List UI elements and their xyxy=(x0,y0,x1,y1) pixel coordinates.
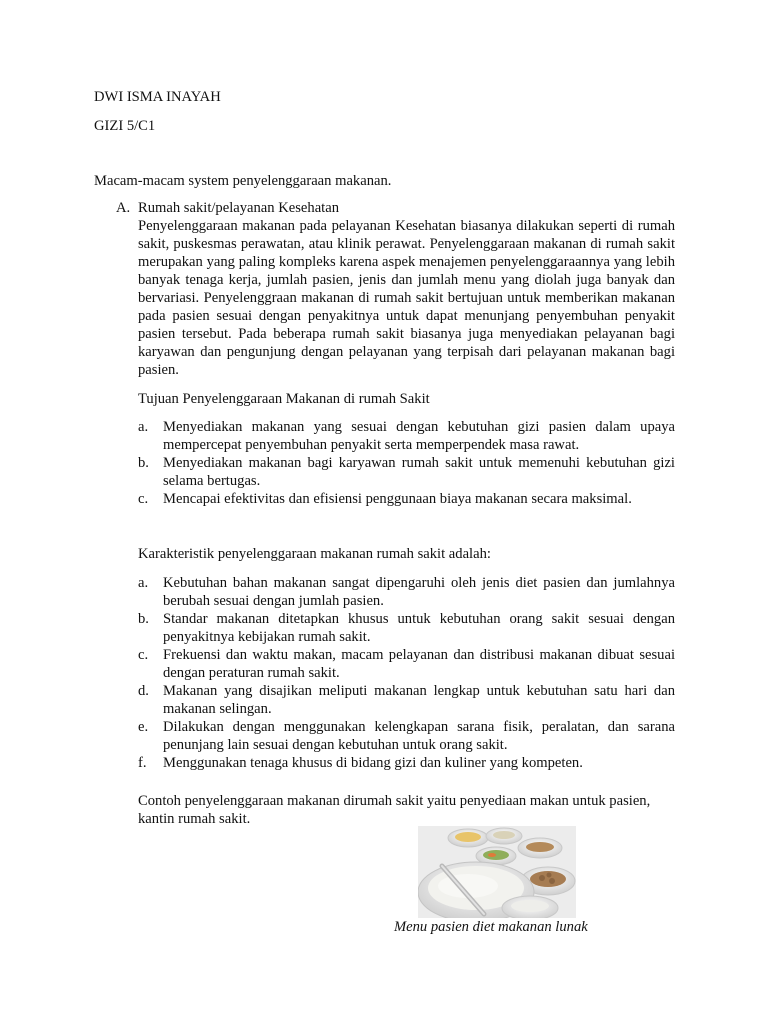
list-marker: e. xyxy=(138,719,149,735)
list-marker: b. xyxy=(138,455,149,471)
list-item-text: Menyediakan makanan bagi karyawan rumah sakit untuk memenuhi kebutuhan gizi selama bertugas. xyxy=(163,455,675,489)
list-item-text: Dilakukan dengan menggunakan kelengkapan sarana fisik, peralatan, dan sarana penunjang lain sesuai dengan kebutuhan untuk orang sakit. xyxy=(163,719,675,753)
list-item xyxy=(138,454,675,490)
list-item xyxy=(138,646,675,682)
list-item-text: Menyediakan makanan yang sesuai dengan kebutuhan gizi pasien dalam upaya mempercepat penyembuhan penyakit serta memperpendek masa rawat. xyxy=(163,419,675,453)
food-photo xyxy=(418,826,576,918)
intro-heading: Macam-macam system penyelenggaraan makanan. xyxy=(94,173,392,189)
list-item-text: Mencapai efektivitas dan efisiensi penggunaan biaya makanan secara maksimal. xyxy=(163,491,632,507)
list-item xyxy=(138,682,675,718)
list-item-text: Frekuensi dan waktu makan, macam pelayanan dan distribusi makanan dibuat sesuai dengan peraturan rumah sakit. xyxy=(163,647,675,681)
list-item-text: Standar makanan ditetapkan khusus untuk kebutuhan orang sakit sesuai dengan penyakitnya kebijakan rumah sakit. xyxy=(163,611,675,645)
hospital-soft-diet-meal-image xyxy=(418,826,576,918)
list-item-text: Makanan yang disajikan meliputi makanan lengkap untuk kebutuhan satu hari dan makanan selingan. xyxy=(163,683,675,717)
figure-caption: Menu pasien diet makanan lunak xyxy=(394,919,588,935)
list-marker: a. xyxy=(138,575,149,591)
goals-heading: Tujuan Penyelenggaraan Makanan di rumah Sakit xyxy=(138,391,430,407)
list-marker: c. xyxy=(138,647,149,663)
list-item-text: Menggunakan tenaga khusus di bidang gizi dan kuliner yang kompeten. xyxy=(163,755,583,771)
list-marker: d. xyxy=(138,683,149,699)
list-item xyxy=(138,754,675,772)
section-paragraph: Penyelenggaraan makanan pada pelayanan Kesehatan biasanya dilakukan seperti di rumah sakit, puskesmas perawatan, atau klinik perawat. Penyelenggaraan makanan di rumah sakit merupakan yang paling kompleks karena aspek menajemen penyelenggaraannya yang lebih banyak tenaga kerja, jumlah pasien, jenis dan jumlah menu yang diolah juga banyak dan bervariasi. Penyelenggraan makanan di rumah sakit bertujuan untuk memberikan makanan pada pasien sesuai dengan penyakitnya untuk dapat menunjang penyembuhan penyakit pasien tersebut. Pada beberapa rumah sakit biasanya juga menyediakan pelayanan bagi karyawan dan pengunjung dengan pelayanan yang terpisah dari pelayanan makanan bagi pasien. xyxy=(138,218,675,378)
section-title: Rumah sakit/pelayanan Kesehatan xyxy=(138,200,339,216)
list-item-text: Kebutuhan bahan makanan sangat dipengaruhi oleh jenis diet pasien dan jumlahnya berubah sesuai dengan jumlah pasien. xyxy=(163,575,675,609)
class-label: GIZI 5/C1 xyxy=(94,118,156,134)
characteristics-heading: Karakteristik penyelenggaraan makanan rumah sakit adalah: xyxy=(138,546,491,562)
example-paragraph: Contoh penyelenggaraan makanan dirumah sakit yaitu penyediaan makan untuk pasien, kantin rumah sakit. xyxy=(138,793,651,827)
list-item xyxy=(138,718,675,754)
list-marker: a. xyxy=(138,419,149,435)
list-item xyxy=(138,418,675,454)
section-marker: A. xyxy=(116,200,131,216)
list-marker: f. xyxy=(138,755,147,771)
author-name: DWI ISMA INAYAH xyxy=(94,89,221,105)
list-marker: c. xyxy=(138,491,149,507)
list-item xyxy=(138,490,675,508)
list-item xyxy=(138,610,675,646)
list-marker: b. xyxy=(138,611,149,627)
list-item xyxy=(138,574,675,610)
